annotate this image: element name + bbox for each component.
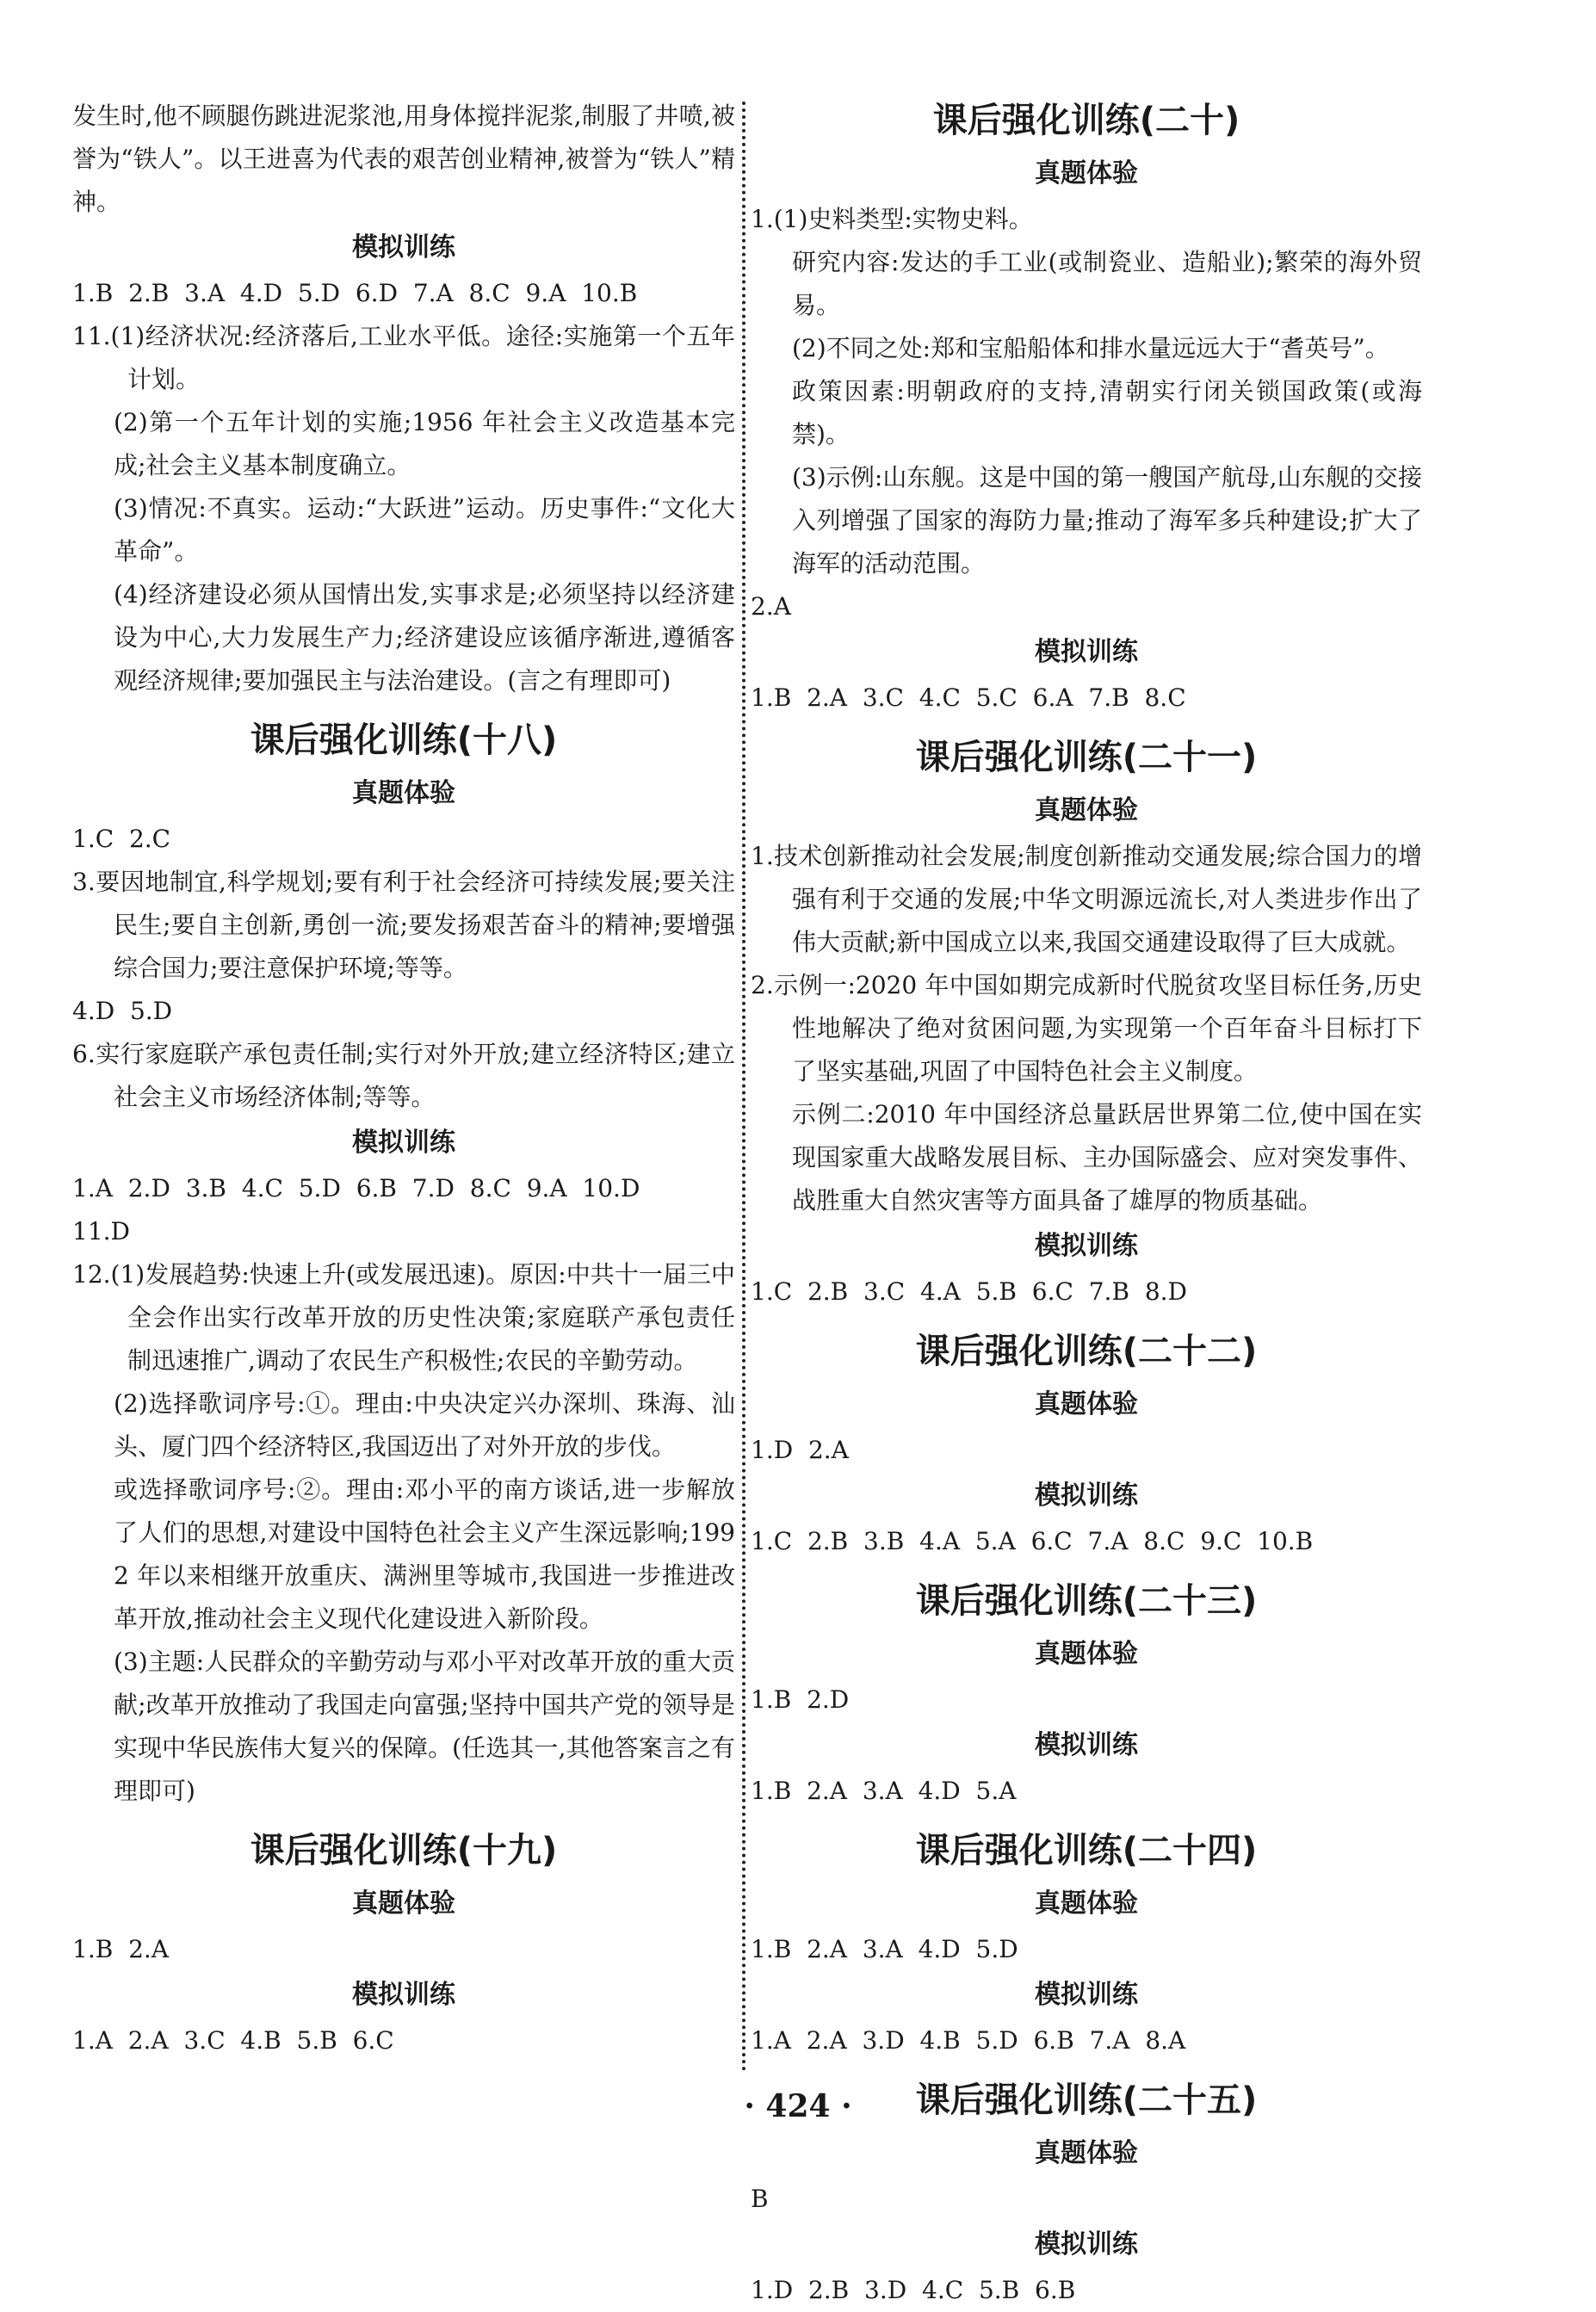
answer-item: (2)不同之处:郑和宝船船体和排水量远远大于“耆英号”。 [792,334,1389,362]
answer-item: 研究内容:发达的手工业(或制瓷业、造船业);繁荣的海外贸易。 [792,248,1422,319]
column-divider [742,102,745,2073]
section-subheading: 模拟训练 [352,232,455,263]
answer-item: 或选择歌词序号:②。理由:邓小平的南方谈话,进一步解放了人们的思想,对建设中国特色社会主义产生深远影响;1992 年以来相继开放重庆、满洲里等城市,我国进一步推进改革开放,推动社会主义现代化建设进入新阶段。 [114,1475,735,1633]
answer-line: 1.C 2.B 3.B 4.A 5.A 6.C 7.A 8.C 9.C 10.B [751,1527,1314,1555]
section-subheading: 模拟训练 [1035,1730,1138,1760]
answer-item: 6.实行家庭联产承包责任制;实行对外开放;建立经济特区;建立社会主义市场经济体制;等等。 [72,1040,735,1111]
answer-item: 示例二:2010 年中国经济总量跃居世界第二位,使中国在实现国家重大战略发展目标、主办国际盛会、应对突发事件、战胜重大自然灾害等方面具备了雄厚的物质基础。 [792,1100,1422,1215]
answer-item: 1.技术创新推动社会发展;制度创新推动交通发展;综合国力的增强有利于交通的发展;中华文明源远流长,对人类进步作出了伟大贡献;新中国成立以来,我国交通建设取得了巨大成就。 [751,842,1422,956]
answer-line: 1.C 2.B 3.C 4.A 5.B 6.C 7.B 8.D [751,1277,1187,1306]
answer-line: 1.D 2.A [751,1436,849,1464]
section-subheading: 模拟训练 [352,1980,455,2010]
section-title: 课后强化训练(十八) [250,720,558,760]
answer-line: 1.C 2.C [72,825,171,853]
section-title: 课后强化训练(二十四) [915,1831,1258,1870]
answer-item: (3)情况:不真实。运动:“大跃进”运动。历史事件:“文化大革命”。 [114,494,735,566]
section-subheading: 真题体验 [352,1889,455,1919]
section-subheading: 模拟训练 [1035,2229,1138,2259]
answer-item: 12.(1)发展趋势:快速上升(或发展迅速)。原因:中共十一届三中全会作出实行改革开放的历史性决策;家庭联产承包责任制迅速推广,调动了农民生产积极性;农民的辛勤劳动。 [72,1260,735,1375]
answer-line: 11.D [72,1217,130,1246]
answer-item: (3)主题:人民群众的辛勤劳动与邓小平对改革开放的重大贡献;改革开放推动了我国走向富强;坚持中国共产党的领导是实现中华民族伟大复兴的保障。(任选其一,其他答案言之有理即可) [114,1647,735,1805]
section-subheading: 真题体验 [352,778,455,808]
section-subheading: 模拟训练 [1035,637,1138,667]
section-subheading: 模拟训练 [1035,1980,1138,2010]
answer-line: 1.D 2.B 3.D 4.C 5.B 6.B [751,2276,1076,2304]
answer-item: 11.(1)经济状况:经济落后,工业水平低。途径:实施第一个五年计划。 [72,322,735,393]
answer-line: 1.B 2.D [751,1685,850,1714]
answer-line: 2.A [751,592,791,621]
right-column [751,95,1422,2312]
answer-item: (2)选择歌词序号:①。理由:中央决定兴办深圳、珠海、汕头、厦门四个经济特区,我国迈出了对外开放的步伐。 [114,1389,735,1461]
answer-item: 3.要因地制宜,科学规划;要有利于社会经济可持续发展;要关注民生;要自主创新,勇创一流;要发扬艰苦奋斗的精神;要增强综合国力;要注意保护环境;等等。 [72,868,735,982]
answer-line: 4.D 5.D [72,997,173,1025]
section-subheading: 真题体验 [1035,1889,1138,1919]
answer-item: 2.示例一:2020 年中国如期完成新时代脱贫攻坚目标任务,历史性地解决了绝对贫困问题,为实现第一个百年奋斗目标打下了坚实基础,巩固了中国特色社会主义制度。 [751,971,1422,1085]
section-title: 课后强化训练(十九) [250,1831,558,1870]
section-title: 课后强化训练(二十二) [915,1332,1258,1371]
answer-item: (4)经济建设必须从国情出发,实事求是;必须坚持以经济建设为中心,大力发展生产力;经济建设应该循序渐进,遵循客观经济规律;要加强民主与法治建设。(言之有理即可) [114,580,735,695]
section-subheading: 模拟训练 [1035,1231,1138,1261]
section-subheading: 模拟训练 [352,1128,455,1158]
answer-line: B [751,2185,769,2213]
left-column [72,95,735,2062]
answer-line: 1.B 2.A 3.C 4.C 5.C 6.A 7.B 8.C [751,683,1186,712]
answer-line: 1.A 2.A 3.D 4.B 5.D 6.B 7.A 8.A [751,2026,1186,2055]
section-subheading: 真题体验 [1035,795,1138,825]
section-subheading: 真题体验 [1035,2138,1138,2168]
answer-line: 1.B 2.A 3.A 4.D 5.D [751,1935,1018,1963]
answer-line: 1.B 2.A [72,1935,170,1963]
answer-line: 1.B 2.A 3.A 4.D 5.A [751,1777,1017,1805]
section-title: 课后强化训练(二十五) [915,2080,1258,2120]
answer-line: 1.A 2.D 3.B 4.C 5.D 6.B 7.D 8.C 9.A 10.D [72,1174,640,1202]
answer-item: (3)示例:山东舰。这是中国的第一艘国产航母,山东舰的交接入列增强了国家的海防力量;推动了海军多兵种建设;扩大了海军的活动范围。 [792,463,1422,578]
section-subheading: 真题体验 [1035,1389,1138,1419]
page-number: · 424 · [744,2088,852,2124]
paragraph: 发生时,他不顾腿伤跳进泥浆池,用身体搅拌泥浆,制服了井喷,被誉为“铁人”。以王进喜为代表的艰苦创业精神,被誉为“铁人”精神。 [72,102,735,216]
section-title: 课后强化训练(二十三) [915,1581,1258,1621]
section-subheading: 真题体验 [1035,1639,1138,1669]
answer-line: 1.A 2.A 3.C 4.B 5.B 6.C [72,2026,394,2055]
section-title: 课后强化训练(二十一) [915,738,1258,777]
section-subheading: 模拟训练 [1035,1481,1138,1511]
answer-line: 1.B 2.B 3.A 4.D 5.D 6.D 7.A 8.C 9.A 10.B [72,279,638,307]
section-subheading: 真题体验 [1035,158,1138,189]
answer-item: 政策因素:明朝政府的支持,清朝实行闭关锁国政策(或海禁)。 [792,377,1422,448]
answer-item: 1.(1)史料类型:实物史料。 [751,205,1033,233]
answer-item: (2)第一个五年计划的实施;1956 年社会主义改造基本完成;社会主义基本制度确立。 [114,408,735,479]
section-title: 课后强化训练(二十) [932,101,1240,140]
